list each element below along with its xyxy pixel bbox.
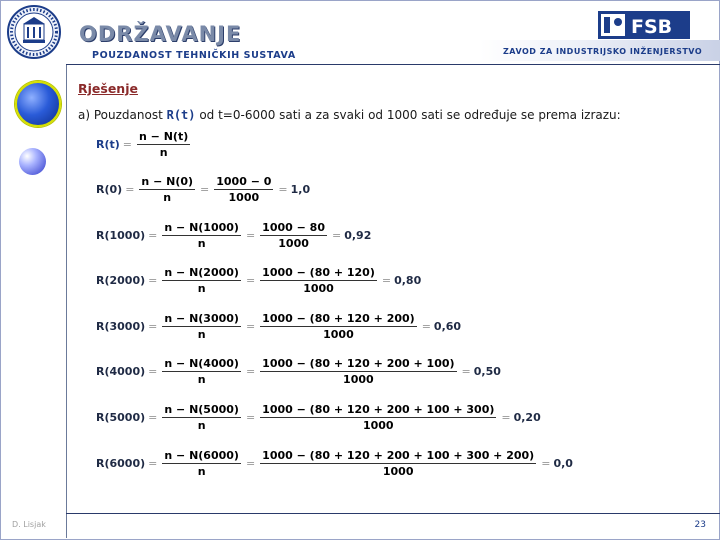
fraction-numerator: n − N(0) [141,175,194,188]
intro-prefix: a) Pouzdanost [78,108,167,122]
formula-r0 [96,175,310,204]
formula-result: 0,0 [553,457,573,470]
fraction [162,403,241,432]
fraction-denominator: n [197,373,206,386]
fraction-denominator: 1000 [228,191,260,204]
section-title: Rješenje [78,81,138,96]
fraction-denominator: n [197,328,206,341]
fraction-values [260,449,536,478]
formula-lhs: R(0) [96,183,123,196]
fraction-values [260,221,327,250]
formula-result: 0,60 [433,320,462,333]
formula-lhs: R(t) [96,138,120,151]
fraction [162,221,241,250]
header-divider [66,64,720,65]
equals-sign: = [245,320,256,333]
equals-sign: = [245,274,256,287]
fraction-values [214,175,273,204]
fraction-denominator: 1000 [323,328,354,341]
equals-sign: = [148,320,158,333]
formula-lhs: R(3000) [96,320,146,333]
fraction-numerator: 1000 − (80 + 120 + 200 + 100 + 300) [262,403,495,416]
fraction-denominator: 1000 [303,282,334,295]
equals-sign: = [148,411,158,424]
fraction-denominator: n [197,419,206,432]
fraction-numerator: 1000 − (80 + 120 + 200 + 100 + 300 + 200) [262,449,535,462]
equals-sign: = [541,457,551,470]
fraction-denominator: n [197,282,206,295]
formula-result: 1,0 [290,183,311,196]
equals-sign: = [200,183,210,196]
equals-sign: = [245,365,256,378]
fraction-numerator: n − N(2000) [164,266,239,279]
page-number: 23 [694,520,706,530]
fsb-logo-text: FSB [631,16,673,38]
fraction [162,266,241,295]
equals-sign: = [245,411,256,424]
equals-sign: = [245,229,256,242]
equals-sign: = [148,229,158,242]
formula-r5000 [96,403,541,432]
formula-lhs: R(5000) [96,411,146,424]
equals-sign: = [148,365,158,378]
fraction-numerator: n − N(4000) [164,357,239,370]
equals-sign: = [148,274,158,287]
formula-r3000 [96,312,461,341]
equals-sign: = [278,183,288,196]
fraction [137,130,190,159]
formula-r1000 [96,221,371,250]
fraction-values [260,266,377,295]
fraction-numerator: 1000 − (80 + 120) [262,266,375,279]
formula-result: 0,20 [513,411,541,424]
fraction-numerator: n − N(6000) [164,449,239,462]
fraction-denominator: n [197,237,206,250]
fraction [162,357,241,386]
fraction [162,449,241,478]
fraction-numerator: n − N(5000) [164,403,239,416]
fraction-denominator: n [197,465,206,478]
formula-r6000 [96,449,573,478]
formula-lhs: R(2000) [96,274,146,287]
intro-suffix: od t=0-6000 sati a za svaki od 1000 sati se određuje se prema izrazu: [195,108,621,122]
equals-sign: = [122,138,133,151]
bullet-small-sphere [19,148,46,175]
fraction-numerator: 1000 − 0 [216,175,272,188]
equals-sign: = [125,183,135,196]
formula-r2000 [96,266,421,295]
equals-sign: = [501,411,511,424]
fraction-numerator: 1000 − (80 + 120 + 200 + 100) [262,357,455,370]
formula-lhs: R(1000) [96,229,146,242]
fraction-denominator: n [163,191,172,204]
fraction-denominator: 1000 [343,373,374,386]
formula-lhs: R(4000) [96,365,146,378]
fraction-denominator: 1000 [382,465,414,478]
formula-r4000 [96,357,501,386]
footer-author: D. Lisjak [12,520,46,529]
fraction-numerator: n − N(t) [139,130,189,143]
fraction-denominator: 1000 [362,419,394,432]
formula-result: 0,50 [473,365,501,378]
fraction-values [260,403,496,432]
fraction-values [260,357,456,386]
equals-sign: = [461,365,471,378]
fraction-denominator: 1000 [278,237,309,250]
footer-divider [66,513,720,514]
institute-name: ZAVOD ZA INDUSTRIJSKO INŽENJERSTVO [503,47,703,56]
equals-sign: = [421,320,431,333]
fsb-logo [598,11,690,39]
formula-result: 0,92 [344,229,372,242]
left-divider [66,64,67,538]
formula-lhs: R(6000) [96,457,146,470]
equals-sign: = [331,229,342,242]
equals-sign: = [245,457,256,470]
formula-definition [96,130,192,159]
fraction [162,312,241,341]
fraction-numerator: 1000 − (80 + 120 + 200) [262,312,415,325]
fraction-denominator: n [159,146,168,159]
header-subtitle: POUZDANOST TEHNIČKIH SUSTAVA [92,50,296,61]
fraction-values [260,312,417,341]
fraction-numerator: n − N(1000) [164,221,239,234]
intro-text [78,108,621,122]
equals-sign: = [381,274,392,287]
fraction-numerator: n − N(3000) [164,312,239,325]
header-title: ODRŽAVANJE [79,22,242,46]
bullet-large-sphere [15,81,61,127]
formula-result: 0,80 [394,274,422,287]
university-seal-logo [6,4,62,60]
equals-sign: = [148,457,158,470]
fraction-numerator: 1000 − 80 [262,221,325,234]
fraction [139,175,195,204]
intro-function: R(t) [166,108,196,122]
